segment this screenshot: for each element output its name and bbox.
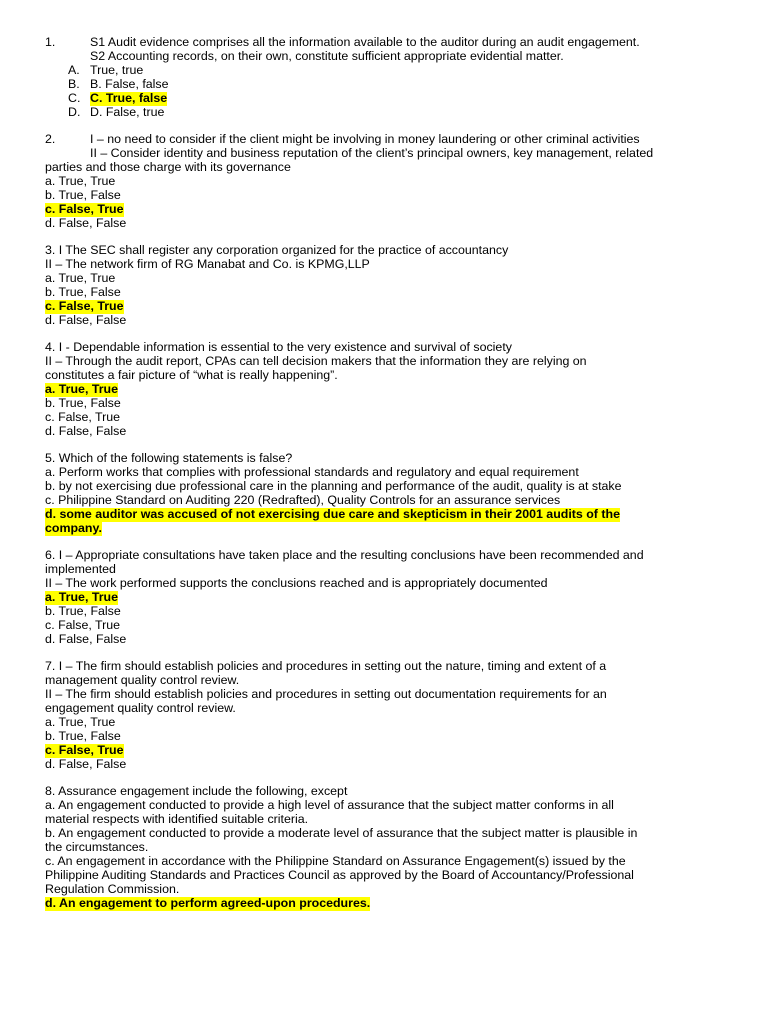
q8-question: 8. Assurance engagement include the following, except xyxy=(45,784,348,798)
q4-option-c: c. False, True xyxy=(45,410,121,424)
q8-option-b-line-1: b. An engagement conducted to provide a moderate level of assurance that the subject matter is plausible in xyxy=(45,826,638,840)
q2-option-d: d. False, False xyxy=(45,216,127,230)
q3-option-b: b. True, False xyxy=(45,285,121,299)
q1-option-letter-c: C. xyxy=(68,91,81,105)
q8-option-c-line-2: Philippine Auditing Standards and Practices Council as approved by the Board of Accountancy/Professional xyxy=(45,868,634,882)
q7-option-c-answer: c. False, True xyxy=(45,743,124,757)
q2-line-1: I – no need to consider if the client might be involving in money laundering or other criminal activities xyxy=(90,132,640,146)
q1-option-c-answer: C. True, false xyxy=(90,91,168,105)
q3-line-2: II – The network firm of RG Manabat and Co. is KPMG,LLP xyxy=(45,257,370,271)
q2-line-2: II – Consider identity and business reputation of the client’s principal owners, key management, related xyxy=(90,146,654,160)
q7-line-4: engagement quality control review. xyxy=(45,701,236,715)
q3-option-d: d. False, False xyxy=(45,313,127,327)
q4-line-1: 4. I - Dependable information is essential to the very existence and survival of society xyxy=(45,340,512,354)
q8-option-b-line-2: the circumstances. xyxy=(45,840,149,854)
q5-option-b: b. by not exercising due professional care in the planning and performance of the audit, quality is at stake xyxy=(45,479,622,493)
q4-line-3: constitutes a fair picture of “what is really happening”. xyxy=(45,368,338,382)
q8-option-a-line-1: a. An engagement conducted to provide a high level of assurance that the subject matter conforms in all xyxy=(45,798,614,812)
q6-line-2: implemented xyxy=(45,562,116,576)
q2-number: 2. xyxy=(45,132,56,146)
q6-line-3: II – The work performed supports the conclusions reached and is appropriately documented xyxy=(45,576,548,590)
q5-option-c: c. Philippine Standard on Auditing 220 (Redrafted), Quality Controls for an assurance services xyxy=(45,493,561,507)
q8-option-a-line-2: material respects with identified suitable criteria. xyxy=(45,812,309,826)
q4-line-2: II – Through the audit report, CPAs can tell decision makers that the information they are relying on xyxy=(45,354,587,368)
q7-line-2: management quality control review. xyxy=(45,673,240,687)
q2-option-a: a. True, True xyxy=(45,174,116,188)
q1-number: 1. xyxy=(45,35,56,49)
q3-option-c-answer: c. False, True xyxy=(45,299,124,313)
q4-option-d: d. False, False xyxy=(45,424,127,438)
q6-option-d: d. False, False xyxy=(45,632,127,646)
q1-option-b: B. False, false xyxy=(90,77,169,91)
q5-option-d-answer: d. some auditor was accused of not exercising due care and skepticism in their 2001 audits of the xyxy=(45,507,620,521)
q5-question: 5. Which of the following statements is false? xyxy=(45,451,293,465)
q1-option-letter-b: B. xyxy=(68,77,80,91)
q7-option-a: a. True, True xyxy=(45,715,116,729)
q7-option-d: d. False, False xyxy=(45,757,127,771)
q3-option-a: a. True, True xyxy=(45,271,116,285)
q6-line-1: 6. I – Appropriate consultations have taken place and the resulting conclusions have been recommended and xyxy=(45,548,644,562)
q8-option-c-line-1: c. An engagement in accordance with the Philippine Standard on Assurance Engagement(s) issued by the xyxy=(45,854,626,868)
q8-option-d-answer: d. An engagement to perform agreed-upon procedures. xyxy=(45,896,371,910)
q5-option-d-answer-cont: company. xyxy=(45,521,102,535)
q1-option-letter-a: A. xyxy=(68,63,80,77)
q1-statement-2: S2 Accounting records, on their own, constitute sufficient appropriate evidential matter. xyxy=(90,49,564,63)
q4-option-a-answer: a. True, True xyxy=(45,382,118,396)
q3-line-1: 3. I The SEC shall register any corporation organized for the practice of accountancy xyxy=(45,243,509,257)
q6-option-c: c. False, True xyxy=(45,618,121,632)
q2-line-3: parties and those charge with its governance xyxy=(45,160,291,174)
q1-option-letter-d: D. xyxy=(68,105,81,119)
q2-option-c-answer: c. False, True xyxy=(45,202,124,216)
q7-line-1: 7. I – The firm should establish policies and procedures in setting out the nature, timing and extent of a xyxy=(45,659,607,673)
q6-option-a-answer: a. True, True xyxy=(45,590,118,604)
q2-option-b: b. True, False xyxy=(45,188,121,202)
q1-statement-1: S1 Audit evidence comprises all the information available to the auditor during an audit engagement. xyxy=(90,35,640,49)
q7-option-b: b. True, False xyxy=(45,729,121,743)
q8-option-c-line-3: Regulation Commission. xyxy=(45,882,180,896)
q6-option-b: b. True, False xyxy=(45,604,121,618)
q4-option-b: b. True, False xyxy=(45,396,121,410)
q1-option-d: D. False, true xyxy=(90,105,165,119)
q7-line-3: II – The firm should establish policies and procedures in setting out documentation requirements for an xyxy=(45,687,607,701)
q1-option-a: True, true xyxy=(90,63,144,77)
q5-option-a: a. Perform works that complies with professional standards and regulatory and equal requirement xyxy=(45,465,579,479)
